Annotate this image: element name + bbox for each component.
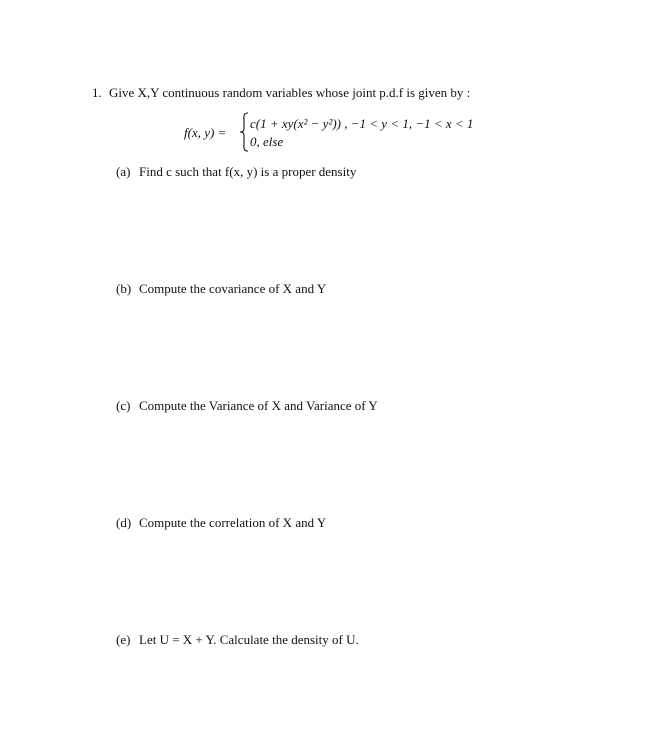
part-d-text: Compute the correlation of X and Y [139, 515, 327, 530]
part-a-text: Find c such that f(x, y) is a proper density [139, 164, 357, 179]
part-b-label: (b) [116, 281, 132, 296]
part-d-label: (d) [116, 515, 132, 530]
problem-statement: Give X,Y continuous random variables whose joint p.d.f is given by : [109, 85, 471, 100]
part-a-label: (a) [116, 164, 131, 179]
part-e-text: Let U = X + Y. Calculate the density of U. [139, 632, 359, 647]
left-brace-icon [239, 112, 249, 152]
pdf-case-else: 0, else [250, 134, 284, 149]
part-b-text: Compute the covariance of X and Y [139, 281, 327, 296]
part-e-label: (e) [116, 632, 131, 647]
part-c-label: (c) [116, 398, 131, 413]
part-c-text: Compute the Variance of X and Variance of Y [139, 398, 378, 413]
pdf-case-nonzero: c(1 + xy(x² − y²)) , −1 < y < 1, −1 < x < 1 [250, 116, 474, 131]
problem-number: 1. [92, 85, 102, 100]
pdf-definition [184, 112, 514, 152]
pdf-lhs: f(x, y) = [184, 125, 227, 140]
